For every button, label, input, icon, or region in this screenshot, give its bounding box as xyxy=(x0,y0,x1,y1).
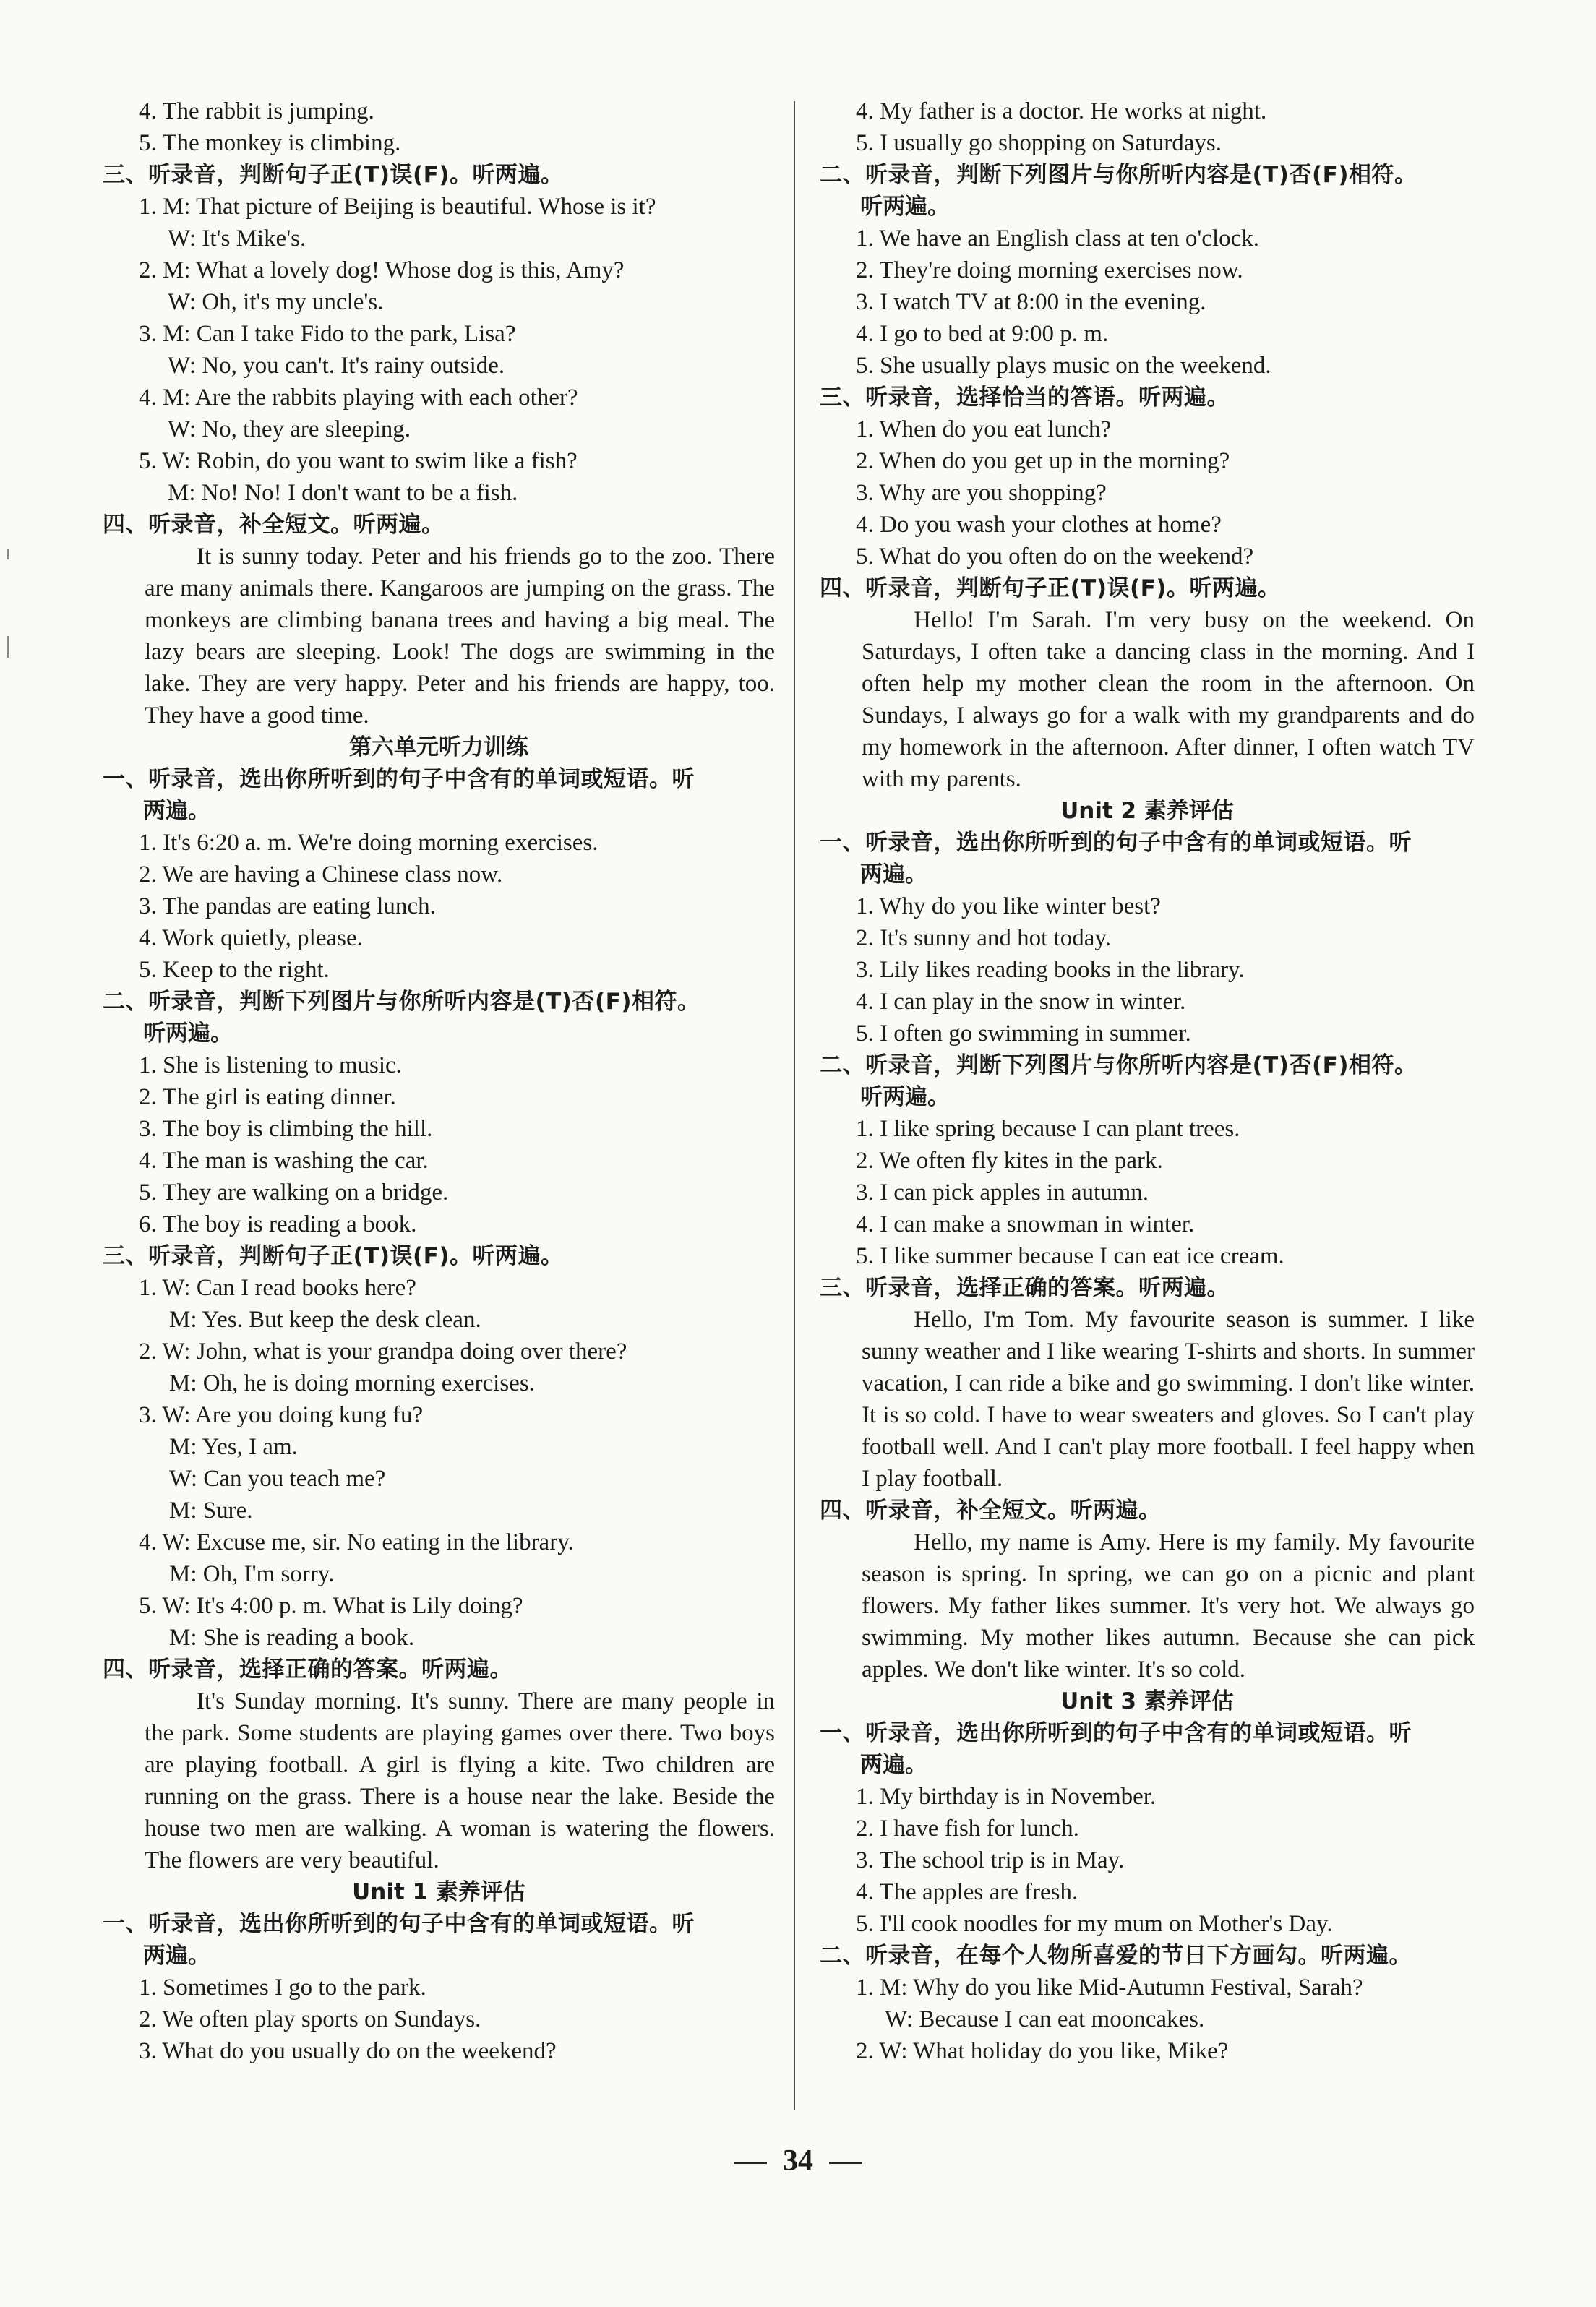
section-heading: 二、听录音，判断下列图片与你所听内容是(T)否(F)相符。 xyxy=(820,162,1417,188)
section-heading: 三、听录音，判断句子正(T)误(F)。听两遍。 xyxy=(103,1243,564,1269)
section-heading: 二、听录音，在每个人物所喜爱的节日下方画勾。听两遍。 xyxy=(820,1943,1412,1969)
unit-title: 第六单元听力训练 xyxy=(349,734,528,760)
list-item: 1. My birthday is in November. xyxy=(856,1784,1157,1810)
dialog-line: 2. W: What holiday do you like, Mike? xyxy=(856,2038,1229,2064)
dialog-line: M: No! No! I don't want to be a fish. xyxy=(168,480,518,506)
dialog-line: M: Yes. But keep the desk clean. xyxy=(169,1307,481,1333)
list-item: 3. The school trip is in May. xyxy=(856,1847,1125,1873)
list-item: 2. I have fish for lunch. xyxy=(856,1816,1079,1842)
dialog-line: 3. W: Are you doing kung fu? xyxy=(139,1402,424,1428)
list-item: 2. The girl is eating dinner. xyxy=(139,1084,396,1110)
list-item: 5. What do you often do on the weekend? xyxy=(856,544,1254,570)
section-heading: 四、听录音，选择正确的答案。听两遍。 xyxy=(103,1657,512,1683)
dialog-line: 3. M: Can I take Fido to the park, Lisa? xyxy=(139,321,516,347)
list-item: 5. She usually plays music on the weekend. xyxy=(856,353,1271,379)
section-heading-cont: 两遍。 xyxy=(860,862,927,888)
list-item: 1. When do you eat lunch? xyxy=(856,416,1112,442)
list-item: 4. Work quietly, please. xyxy=(139,925,363,951)
dialog-line: 1. M: Why do you like Mid-Autumn Festival, Sarah? xyxy=(856,1975,1363,2001)
dialog-line: W: No, they are sleeping. xyxy=(168,416,411,442)
section-heading: 一、听录音，选出你所听到的句子中含有的单词或短语。听 xyxy=(820,1720,1412,1746)
list-item: 4. The rabbit is jumping. xyxy=(139,98,374,124)
list-item: 2. They're doing morning exercises now. xyxy=(856,257,1243,283)
list-item: 2. We often fly kites in the park. xyxy=(856,1148,1163,1174)
dialog-line: W: Because I can eat mooncakes. xyxy=(885,2006,1205,2032)
section-heading: 二、听录音，判断下列图片与你所听内容是(T)否(F)相符。 xyxy=(820,1052,1417,1078)
list-item: 5. I often go swimming in summer. xyxy=(856,1021,1191,1047)
passage-text: It's Sunday morning. It's sunny. There are many people in the park. Some students are playing games over there. Two boys are playing football. A girl is flying a kite. Two children are running on the grass. There is a house near the lake. Beside the house two men are walking. A woman is watering the flowers. The flowers are very beautiful. xyxy=(145,1688,775,1873)
margin-mark xyxy=(7,549,9,559)
list-item: 1. She is listening to music. xyxy=(139,1052,402,1078)
section-heading: 三、听录音，选择正确的答案。听两遍。 xyxy=(820,1275,1230,1301)
list-item: 4. My father is a doctor. He works at night. xyxy=(856,98,1267,124)
dialog-line: W: No, you can't. It's rainy outside. xyxy=(168,353,505,379)
page-number xyxy=(0,2144,1596,2178)
list-item: 3. I can pick apples in autumn. xyxy=(856,1180,1149,1206)
passage xyxy=(103,541,775,731)
list-item: 3. The boy is climbing the hill. xyxy=(139,1116,433,1142)
passage-text: Hello! I'm Sarah. I'm very busy on the weekend. On Saturdays, I often take a dancing class in the morning. And I often help my mother clean the room in the afternoon. On Sundays, I always go for a walk with my grandparents and do my homework in the afternoon. After dinner, I often watch TV with my parents. xyxy=(862,607,1475,792)
section-heading-cont: 听两遍。 xyxy=(860,1084,950,1110)
list-item: 4. I can make a snowman in winter. xyxy=(856,1211,1195,1237)
list-item: 1. We have an English class at ten o'clock. xyxy=(856,225,1260,252)
list-item: 3. The pandas are eating lunch. xyxy=(139,893,436,919)
list-item: 2. We are having a Chinese class now. xyxy=(139,862,503,888)
section-heading: 四、听录音，判断句子正(T)误(F)。听两遍。 xyxy=(820,575,1281,601)
dialog-line: 1. M: That picture of Beijing is beautiful. Whose is it? xyxy=(139,194,656,220)
column-divider xyxy=(794,101,795,2110)
passage xyxy=(820,1526,1475,1685)
page-number-dash xyxy=(734,2162,767,2164)
list-item: 4. Do you wash your clothes at home? xyxy=(856,512,1222,538)
list-item: 5. I like summer because I can eat ice cream. xyxy=(856,1243,1284,1269)
section-heading: 四、听录音，补全短文。听两遍。 xyxy=(820,1498,1162,1524)
list-item: 4. I go to bed at 9:00 p. m. xyxy=(856,321,1109,347)
margin-mark xyxy=(7,636,9,658)
unit-title xyxy=(103,1876,775,1908)
section-heading-cont: 两遍。 xyxy=(143,1943,210,1969)
page-number-text: 34 xyxy=(783,2144,813,2178)
passage-text: Hello, my name is Amy. Here is my family. My favourite season is spring. In spring, we can go on a picnic and plant flowers. My father likes summer. It's very hot. We always go swimming. My mother likes autumn. Because she can pick apples. We don't like winter. It's so cold. xyxy=(862,1529,1475,1683)
dialog-line: M: Oh, I'm sorry. xyxy=(169,1561,335,1587)
list-item: 2. When do you get up in the morning? xyxy=(856,448,1230,474)
section-heading: 四、听录音，补全短文。听两遍。 xyxy=(103,512,445,538)
list-item: 5. Keep to the right. xyxy=(139,957,330,983)
dialog-line: 5. W: Robin, do you want to swim like a fish? xyxy=(139,448,578,474)
list-item: 3. What do you usually do on the weekend? xyxy=(139,2038,557,2064)
dialog-line: M: Oh, he is doing morning exercises. xyxy=(169,1370,535,1396)
right-column xyxy=(820,95,1475,2067)
page-number-dash xyxy=(829,2162,862,2164)
list-item: 5. I usually go shopping on Saturdays. xyxy=(856,130,1222,156)
unit-title-text: Unit 2 素养评估 xyxy=(1060,798,1234,824)
dialog-line: M: She is reading a book. xyxy=(169,1625,415,1651)
list-item: 5. I'll cook noodles for my mum on Mother's Day. xyxy=(856,1911,1333,1937)
list-item: 3. I watch TV at 8:00 in the evening. xyxy=(856,289,1206,315)
dialog-line: 5. W: It's 4:00 p. m. What is Lily doing? xyxy=(139,1593,523,1619)
section-heading: 三、听录音，判断句子正(T)误(F)。听两遍。 xyxy=(103,162,564,188)
list-item: 4. I can play in the snow in winter. xyxy=(856,989,1186,1015)
list-item: 1. Sometimes I go to the park. xyxy=(139,1975,426,2001)
section-heading-cont: 两遍。 xyxy=(143,798,210,824)
passage xyxy=(820,604,1475,795)
list-item: 2. It's sunny and hot today. xyxy=(856,925,1112,951)
dialog-line: M: Sure. xyxy=(169,1498,253,1524)
list-item: 3. Why are you shopping? xyxy=(856,480,1107,506)
list-item: 3. Lily likes reading books in the library. xyxy=(856,957,1245,983)
dialog-line: 1. W: Can I read books here? xyxy=(139,1275,416,1301)
list-item: 1. It's 6:20 a. m. We're doing morning exercises. xyxy=(139,830,598,856)
section-heading-cont: 听两遍。 xyxy=(860,194,950,220)
unit-title-text: Unit 3 素养评估 xyxy=(1060,1688,1234,1714)
dialog-line: 4. M: Are the rabbits playing with each other? xyxy=(139,384,578,411)
list-item: 2. We often play sports on Sundays. xyxy=(139,2006,481,2032)
dialog-line: W: It's Mike's. xyxy=(168,225,306,252)
unit-title xyxy=(820,795,1475,827)
dialog-line: 4. W: Excuse me, sir. No eating in the library. xyxy=(139,1529,574,1555)
passage-text: It is sunny today. Peter and his friends go to the zoo. There are many animals there. Kangaroos are jumping on the grass. The monkeys are climbing banana trees and having a big meal. The lazy bears are sleeping. Look! The dogs are swimming in the lake. They are very happy. Peter and his friends are happy, too. They have a good time. xyxy=(145,544,775,729)
list-item: 1. I like spring because I can plant trees. xyxy=(856,1116,1240,1142)
left-column xyxy=(103,95,775,2067)
dialog-line: W: Can you teach me? xyxy=(169,1466,386,1492)
unit-title xyxy=(820,1685,1475,1717)
passage-text: Hello, I'm Tom. My favourite season is summer. I like sunny weather and I like wearing T-shirts and shorts. In summer vacation, I can ride a bike and go swimming. I don't like winter. It is so cold. I have to wear sweaters and gloves. So I can't play football well. And I can't play more football. I feel happy when I play football. xyxy=(862,1307,1475,1492)
list-item: 5. They are walking on a bridge. xyxy=(139,1180,449,1206)
section-heading: 一、听录音，选出你所听到的句子中含有的单词或短语。听 xyxy=(820,830,1412,856)
section-heading-cont: 两遍。 xyxy=(860,1752,927,1778)
dialog-line: 2. M: What a lovely dog! Whose dog is this, Amy? xyxy=(139,257,625,283)
passage xyxy=(820,1304,1475,1495)
section-heading: 一、听录音，选出你所听到的句子中含有的单词或短语。听 xyxy=(103,1911,695,1937)
section-heading-cont: 听两遍。 xyxy=(143,1021,233,1047)
list-item: 5. The monkey is climbing. xyxy=(139,130,401,156)
dialog-line: W: Oh, it's my uncle's. xyxy=(168,289,384,315)
unit-title-text: Unit 1 素养评估 xyxy=(352,1879,525,1905)
section-heading: 一、听录音，选出你所听到的句子中含有的单词或短语。听 xyxy=(103,766,695,792)
section-heading: 二、听录音，判断下列图片与你所听内容是(T)否(F)相符。 xyxy=(103,989,700,1015)
list-item: 1. Why do you like winter best? xyxy=(856,893,1161,919)
list-item: 4. The man is washing the car. xyxy=(139,1148,429,1174)
list-item: 6. The boy is reading a book. xyxy=(139,1211,417,1237)
dialog-line: M: Yes, I am. xyxy=(169,1434,298,1460)
dialog-line: 2. W: John, what is your grandpa doing over there? xyxy=(139,1339,627,1365)
passage xyxy=(103,1685,775,1876)
section-heading: 三、听录音，选择恰当的答语。听两遍。 xyxy=(820,384,1230,411)
list-item: 4. The apples are fresh. xyxy=(856,1879,1078,1905)
